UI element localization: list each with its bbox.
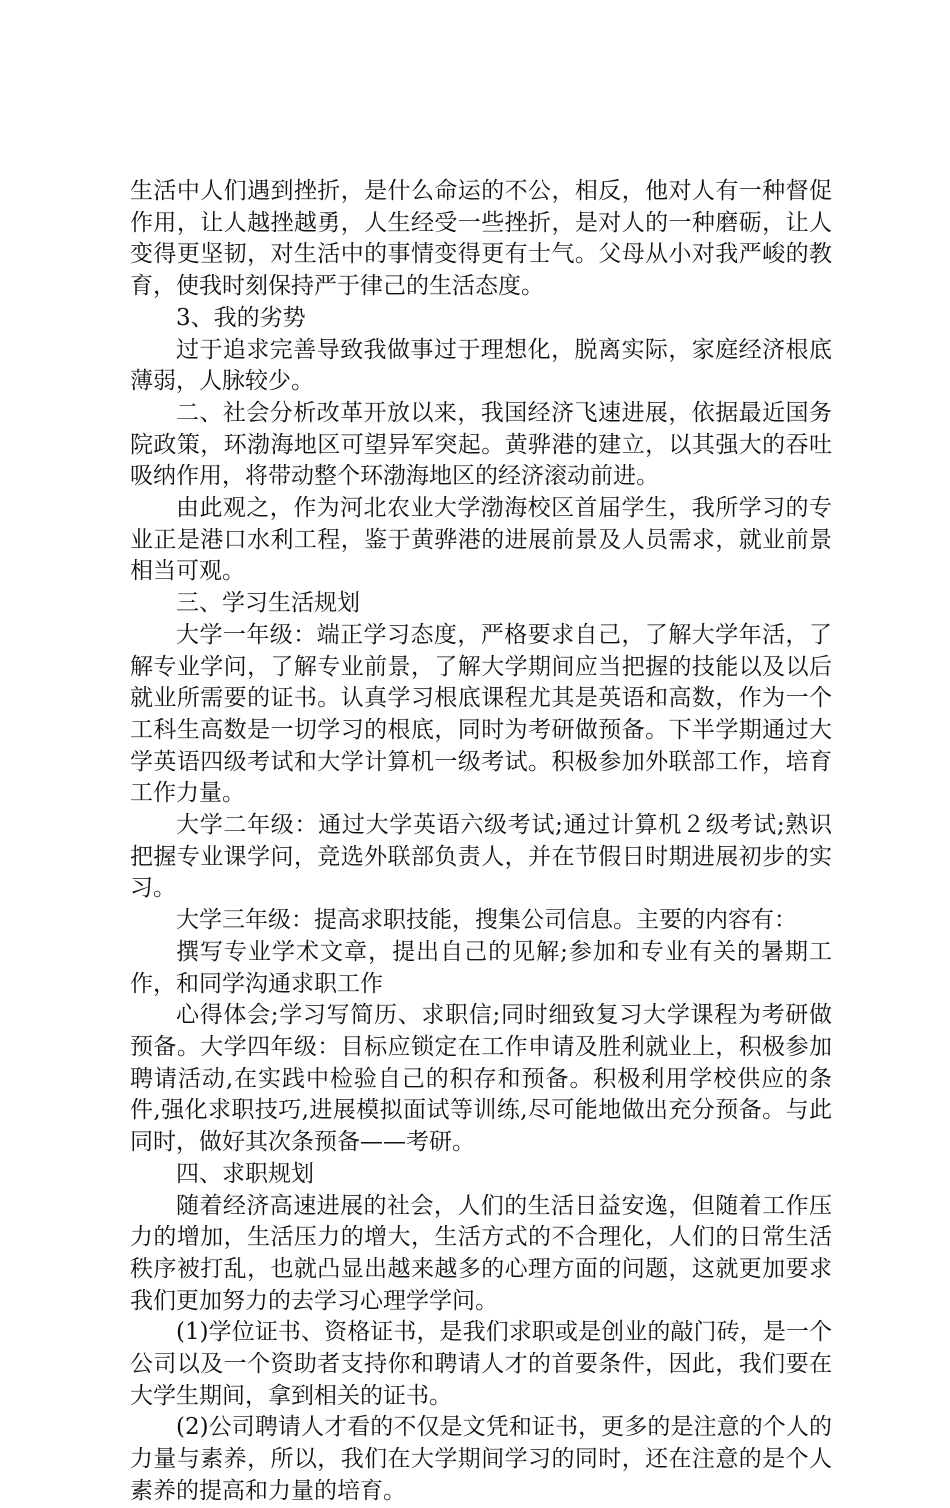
paragraph-personal-quality: (2)公司聘请人才看的不仅是文凭和证书，更多的是注意的个人的力量与素养，所以，我们在大学期间学习的同时，还在注意的是个人素养的提高和力量的培育。 [130,1414,832,1504]
paragraph-setback-growth: 生活中人们遇到挫折，是什么命运的不公，相反，他对人有一种督促作用，让人越挫越勇，人生经受一些挫折，是对人的一种磨砺，让人变得更坚韧，对生活中的事情变得更有士气。父母从小对我严峻的教育，使我时刻保持严于律己的生活态度。 [130,178,832,300]
paragraph-employment-outlook: 由此观之，作为河北农业大学渤海校区首届学生，我所学习的专业正是港口水利工程，鉴于黄骅港的进展前景及人员需求，就业前景相当可观。 [130,495,832,585]
paragraph-weaknesses: 过于追求完善导致我做事过于理想化，脱离实际，家庭经济根底薄弱，人脉较少。 [130,336,832,395]
paragraph-social-analysis: 二、社会分析改革开放以来，我国经济飞速进展，依据最近国务院政策，环渤海地区可望异军突起。黄骅港的建立，以其强大的吞吐吸纳作用，将带动整个环渤海地区的经济滚动前进。 [130,399,832,490]
paragraph-year-two: 大学二年级：通过大学英语六级考试;通过计算机２级考试;熟识把握专业课学问，竞选外联部负责人，并在节假日时期进展初步的实习。 [130,812,832,902]
paragraph-year-four: 心得体会;学习写简历、求职信;同时细致复习大学课程为考研做预备。大学四年级：目标应锁定在工作申请及胜利就业上，积极参加聘请活动,在实践中检验自己的积存和预备。积极利用学校供应的条件,强化求职技巧,进展模拟面试等训练,尽可能地做出充分预备。与此同时，做好其次条预备——考研。 [130,1002,832,1156]
heading-job-plan: 四、求职规划 [176,1160,314,1187]
paragraph-certificates: (1)学位证书、资格证书，是我们求职或是创业的敲门砖，是一个公司以及一个资助者支持你和聘请人才的首要条件，因此，我们要在大学生期间，拿到相关的证书。 [130,1319,832,1409]
heading-study-plan: 三、学习生活规划 [176,590,360,617]
paragraph-year-one: 大学一年级：端正学习态度，严格要求自己，了解大学年活，了解专业学问，了解专业前景，了解大学期间应当把握的技能以及以后就业所需要的证书。认真学习根底课程尤其是英语和高数，作为一个工科生高数是一切学习的根底，同时为考研做预备。下半学期通过大学英语四级考试和大学计算机一级考试。积极参加外联部工作，培育工作力量。 [130,621,832,807]
paragraph-academic-writing: 撰写专业学术文章，提出自己的见解;参加和专业有关的暑期工作，和同学沟通求职工作 [130,938,832,997]
paragraph-psychology: 随着经济高速进展的社会，人们的生活日益安逸，但随着工作压力的增加，生活压力的增大，生活方式的不合理化，人们的日常生活秩序被打乱，也就凸显出越来越多的心理方面的问题，这就更加要求我们更加努力的去学习心理学学问。 [130,1192,832,1314]
document-page [130,176,832,1508]
paragraph-year-three: 大学三年级：提高求职技能，搜集公司信息。主要的内容有： [176,907,797,934]
heading-weaknesses: 3、我的劣势 [176,304,306,331]
